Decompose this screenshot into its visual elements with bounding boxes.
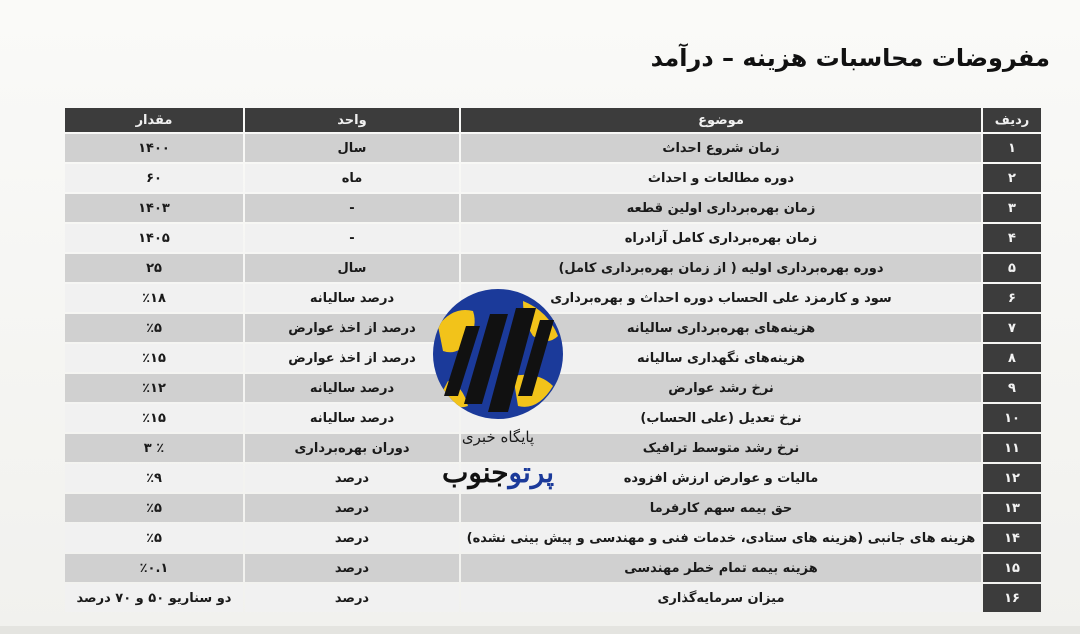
row-unit-cell: -	[245, 224, 459, 252]
table-row	[65, 194, 1041, 222]
row-value-cell: ٪۰.۱	[65, 554, 243, 582]
row-subject-cell: هزینه بیمه تمام خطر مهندسی	[461, 554, 981, 582]
row-unit-cell: درصد سالیانه	[245, 374, 459, 402]
table-row	[65, 584, 1041, 612]
row-subject-cell: نرخ تعدیل (علی الحساب)	[461, 404, 981, 432]
table-row	[65, 164, 1041, 192]
header-value: مقدار	[65, 108, 243, 132]
row-subject-cell: هزینه های جانبی (هزینه های ستادی، خدمات فنی و مهندسی و پیش بینی نشده)	[461, 524, 981, 552]
row-unit-cell: -	[245, 194, 459, 222]
row-subject-cell: سود و کارمزد علی الحساب دوره احداث و بهره‌برداری	[461, 284, 981, 312]
row-value-cell: ۱۴۰۰	[65, 134, 243, 162]
table-row	[65, 254, 1041, 282]
table-row	[65, 134, 1041, 162]
row-subject-cell: نرخ رشد عوارض	[461, 374, 981, 402]
row-value-cell: ٪۹	[65, 464, 243, 492]
header-subject: موضوع	[461, 108, 981, 132]
row-index-cell: ۵	[983, 254, 1041, 282]
row-index-cell: ۱۱	[983, 434, 1041, 462]
row-value-cell: دو سناریو ۵۰ و ۷۰ درصد	[65, 584, 243, 612]
row-value-cell: ۲۵	[65, 254, 243, 282]
row-unit-cell: سال	[245, 134, 459, 162]
row-index-cell: ۱۴	[983, 524, 1041, 552]
table-row	[65, 224, 1041, 252]
row-subject-cell: زمان شروع احداث	[461, 134, 981, 162]
row-index-cell: ۱	[983, 134, 1041, 162]
row-subject-cell: مالیات و عوارض ارزش افزوده	[461, 464, 981, 492]
row-value-cell: ٪۱۸	[65, 284, 243, 312]
row-unit-cell: درصد	[245, 524, 459, 552]
row-index-cell: ۱۰	[983, 404, 1041, 432]
row-unit-cell: ماه	[245, 164, 459, 192]
watermark-word-jonoob: جنوب	[441, 456, 509, 489]
row-value-cell: ۱۴۰۵	[65, 224, 243, 252]
row-index-cell: ۳	[983, 194, 1041, 222]
row-index-cell: ۱۵	[983, 554, 1041, 582]
row-subject-cell: نرخ رشد متوسط ترافیک	[461, 434, 981, 462]
row-unit-cell: درصد از اخذ عوارض	[245, 344, 459, 372]
row-subject-cell: هزینه‌های نگهداری سالیانه	[461, 344, 981, 372]
row-value-cell: ٪۵	[65, 494, 243, 522]
header-unit: واحد	[245, 108, 459, 132]
row-index-cell: ۹	[983, 374, 1041, 402]
row-value-cell: ٪۵	[65, 314, 243, 342]
row-index-cell: ۴	[983, 224, 1041, 252]
watermark-line1: پایگاه خبری	[461, 428, 535, 446]
row-unit-cell: درصد از اخذ عوارض	[245, 314, 459, 342]
row-index-cell: ۱۲	[983, 464, 1041, 492]
row-unit-cell: درصد	[245, 554, 459, 582]
row-subject-cell: دوره بهره‌برداری اولیه ( از زمان بهره‌برداری کامل)	[461, 254, 981, 282]
page-bottom-edge	[0, 626, 1080, 634]
row-unit-cell: درصد	[245, 494, 459, 522]
row-unit-cell: دوران بهره‌برداری	[245, 434, 459, 462]
page-title: مفروضات محاسبات هزینه – درآمد	[650, 44, 1050, 72]
table-header-row	[65, 108, 1041, 132]
row-value-cell: ٪۱۲	[65, 374, 243, 402]
row-index-cell: ۲	[983, 164, 1041, 192]
table-row	[65, 524, 1041, 552]
table-row	[65, 554, 1041, 582]
row-unit-cell: سال	[245, 254, 459, 282]
row-index-cell: ۷	[983, 314, 1041, 342]
row-value-cell: ۱۴۰۳	[65, 194, 243, 222]
row-subject-cell: دوره مطالعات و احداث	[461, 164, 981, 192]
row-value-cell: ٪ ۳	[65, 434, 243, 462]
row-subject-cell: زمان بهره‌برداری کامل آزادراه	[461, 224, 981, 252]
row-value-cell: ٪۱۵	[65, 404, 243, 432]
row-value-cell: ۶۰	[65, 164, 243, 192]
row-unit-cell: درصد	[245, 584, 459, 612]
row-unit-cell: درصد	[245, 464, 459, 492]
watermark-line2	[428, 456, 568, 489]
row-subject-cell: میزان سرمایه‌گذاری	[461, 584, 981, 612]
row-unit-cell: درصد سالیانه	[245, 404, 459, 432]
row-value-cell: ٪۱۵	[65, 344, 243, 372]
row-subject-cell: زمان بهره‌برداری اولین قطعه	[461, 194, 981, 222]
header-index: ردیف	[983, 108, 1041, 132]
row-unit-cell: درصد سالیانه	[245, 284, 459, 312]
row-value-cell: ٪۵	[65, 524, 243, 552]
row-index-cell: ۸	[983, 344, 1041, 372]
row-index-cell: ۶	[983, 284, 1041, 312]
row-index-cell: ۱۶	[983, 584, 1041, 612]
row-subject-cell: حق بیمه سهم کارفرما	[461, 494, 981, 522]
watermark-word-parto: پرتو	[508, 456, 555, 489]
row-index-cell: ۱۳	[983, 494, 1041, 522]
row-subject-cell: هزینه‌های بهره‌برداری سالیانه	[461, 314, 981, 342]
